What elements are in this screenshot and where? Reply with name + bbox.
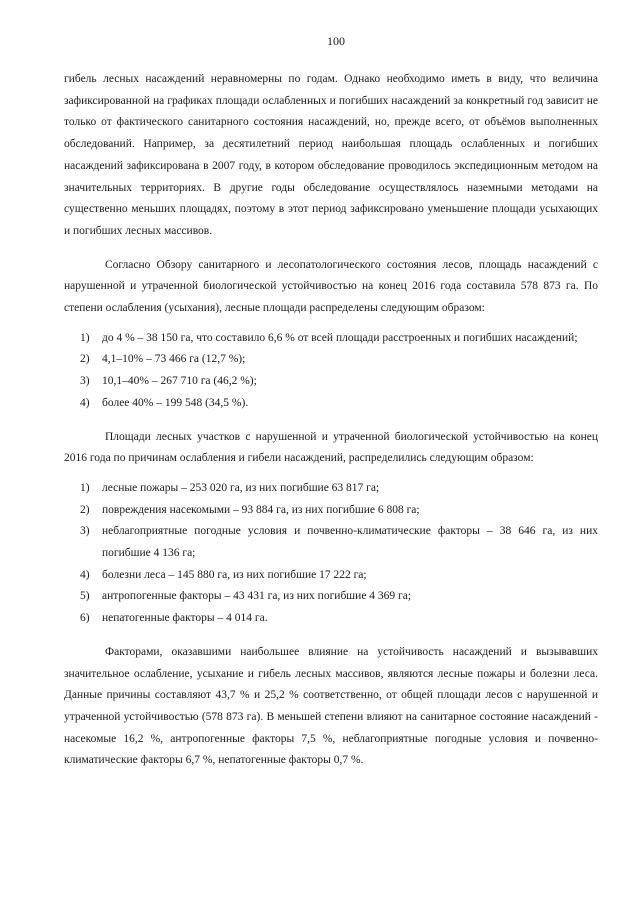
list-item [64,565,598,587]
list-item-text: более 40% – 199 548 (34,5 %). [102,396,249,409]
list-item-text: 4,1–10% – 73 466 га (12,7 %); [102,353,246,366]
list-item-number: 1) [80,481,90,494]
list-item-text: до 4 % – 38 150 га, что составило 6,6 % от всей площади расстроенных и погибших насаждений; [102,331,578,344]
list-item-text: лесные пожары – 253 020 га, из них погибшие 63 817 га; [102,481,380,494]
list-item [64,521,598,564]
page-number: 100 [327,34,345,48]
list-item-text: неблагоприятные погодные условия и почвенно-климатические факторы – 38 646 га, из них погибшие 4 136 га; [102,525,598,560]
list-item-text: болезни леса – 145 880 га, из них погибшие 17 222 га; [102,568,367,581]
paragraph-weakening-degree-intro: Согласно Обзору санитарного и лесопатологического состояния лесов, площадь насаждений с нарушенной и утраченной биологической устойчивостью на конец 2016 года составила 578 873 га. По степени ослабления (усыхания), лесные площади распределены следующим образом: [64,258,598,315]
paragraph-main-factors: Факторами, оказавшими наибольшее влияние на устойчивость насаждений и вызывавших значительное ослабление, усыхание и гибель лесных массивов, являются лесные пожары и болезни леса. Данные причины составляют 43,7 % и 25,2 % соответственно, от общей площади лесов с нарушенной и утраченной устойчивостью (578 873 га). В меньшей степени влияют на санитарное состояние насаждений - насекомые 16,2 %, антропогенные факторы 7,5 %, неблагоприятные погодные условия и почвенно-климатические факторы 6,7 %, непатогенные факторы 0,7 %. [64,645,598,767]
list-item-text: 10,1–40% – 267 710 га (46,2 %); [102,375,257,388]
list-item-text: антропогенные факторы – 43 431 га, из них погибшие 4 369 га; [102,590,412,603]
list-item-text: повреждения насекомыми – 93 884 га, из них погибшие 6 808 га; [102,503,420,516]
list-item-number: 3) [80,375,90,388]
paragraph-forest-death-dynamics: гибель лесных насаждений неравномерны по годам. Однако необходимо иметь в виду, что величина зафиксированной на графиках площади ослабленных и погибших насаждений за конкретный год зависит не только от фактического санитарного состояния насаждений, но, прежде всего, от объёмов выполненных обследований. Например, за десятилетний период наибольшая площадь ослабленных и погибших насаждений зафиксирована в 2007 году, в котором обследование проводилось экспедиционным методом на значительных территориях. В другие годы обследование осуществлялось наземными методами на существенно меньших площадях, поэтому в этот период зафиксировано уменьшение площади усыхающих и погибших лесных массивов. [64,73,598,237]
list-item-number: 2) [80,503,90,516]
list-item-number: 3) [80,525,90,538]
list-item [64,393,598,415]
list-item-number: 1) [80,331,90,344]
list-item-number: 2) [80,353,90,366]
list-item [64,608,598,630]
list-item [64,478,598,500]
causes-list [64,478,598,630]
list-item-number: 6) [80,612,90,625]
list-item [64,328,598,350]
weakening-degree-list [64,328,598,415]
paragraph-causes-intro: Площади лесных участков с нарушенной и утраченной биологической устойчивостью на конец 2016 года по причинам ослабления и гибели насаждений, распределились следующим образом: [64,430,598,465]
list-item-number: 5) [80,590,90,603]
list-item-text: непатогенные факторы – 4 014 га. [102,612,268,625]
list-item-number: 4) [80,396,90,409]
list-item [64,371,598,393]
list-item-number: 4) [80,568,90,581]
list-item [64,500,598,522]
list-item [64,349,598,371]
list-item [64,586,598,608]
